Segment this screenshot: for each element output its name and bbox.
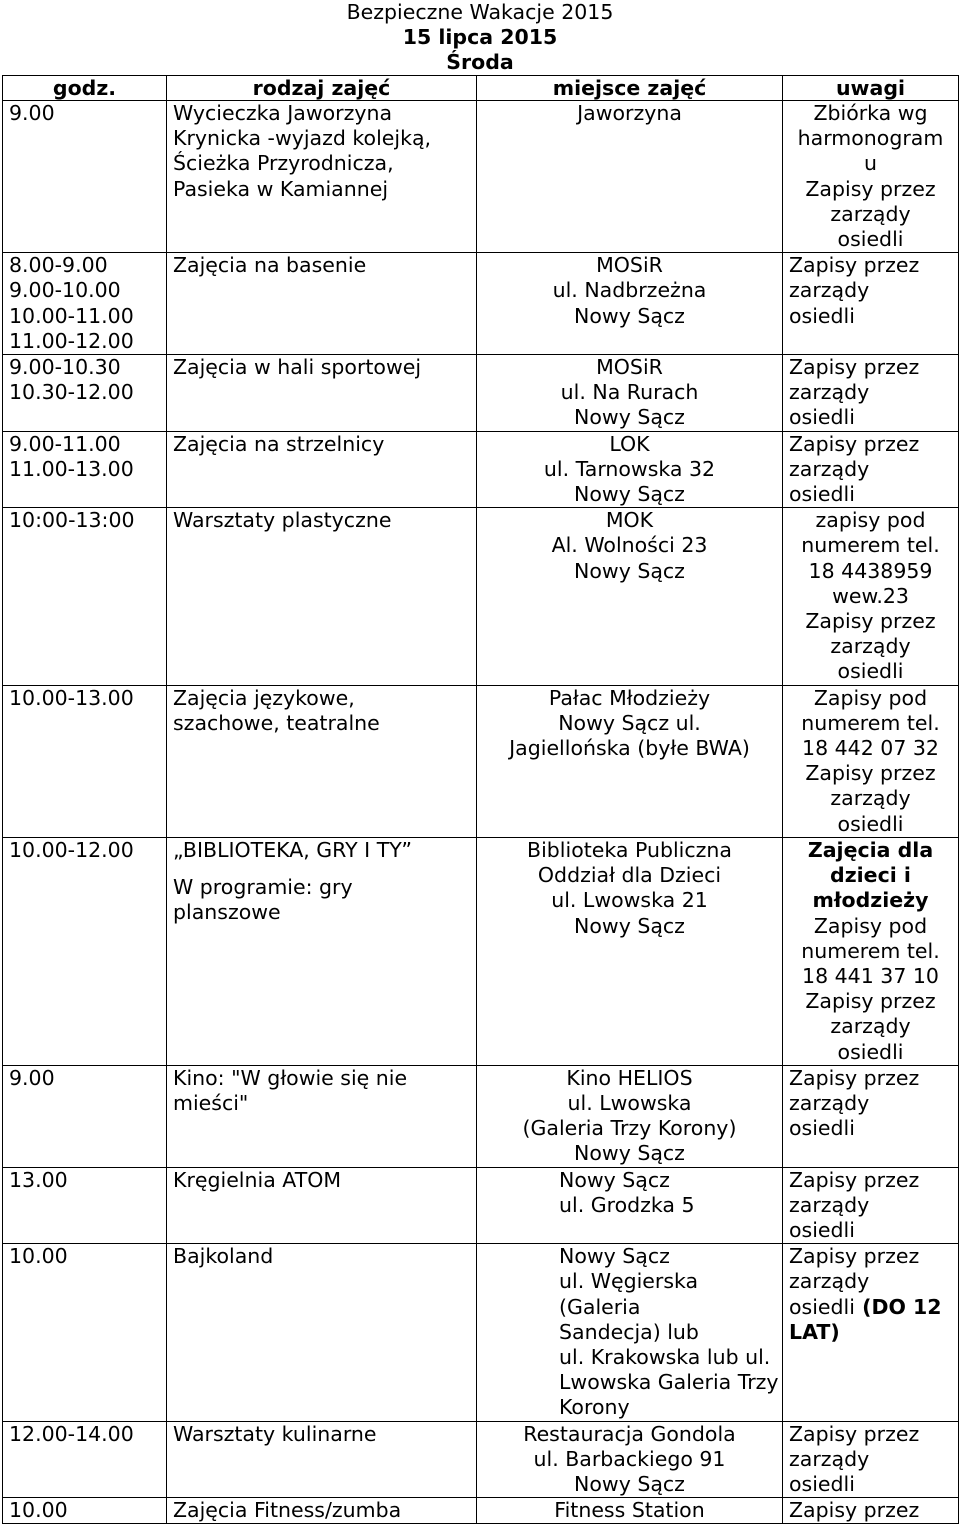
notes-line: u — [864, 151, 877, 176]
notes-line: 18 442 07 32 — [802, 736, 939, 761]
notes-cell — [783, 101, 959, 253]
notes-cell — [783, 1244, 959, 1421]
activity-cell — [167, 101, 477, 253]
place-line: Fitness Station — [554, 1498, 705, 1523]
table-row — [3, 253, 959, 355]
table-row — [3, 1498, 959, 1524]
table-header-row — [3, 76, 959, 101]
notes-line: Zapisy przez — [805, 989, 936, 1014]
activity-cell — [167, 1421, 477, 1498]
notes-line: osiedli — [789, 1471, 855, 1496]
place-line: Korony — [559, 1395, 630, 1420]
place-line: ul. Tarnowska 32 — [543, 456, 716, 481]
notes-line: osiedli — [789, 303, 855, 328]
notes-line: zarządy — [830, 1014, 911, 1039]
time-line: 10.00-13.00 — [9, 685, 134, 710]
activity-line: Ścieżka Przyrodnicza, — [173, 151, 394, 176]
notes-line: Zapisy przez — [805, 176, 936, 201]
notes-line: Zapisy przez — [789, 431, 920, 456]
notes-line: osiedli — [837, 659, 904, 684]
column-header-place: miejsce zajęć — [477, 76, 783, 101]
place-line: ul. Lwowska 21 — [551, 888, 708, 913]
place-line: Oddział dla Dzieci — [537, 863, 722, 888]
place-line: Nowy Sącz — [559, 1244, 670, 1269]
place-line: Nowy Sącz — [574, 1141, 685, 1166]
time-line: 10.00 — [9, 1244, 68, 1269]
place-line: ul. Krakowska lub ul. — [559, 1344, 771, 1369]
table-row — [3, 1065, 959, 1167]
place-line: Al. Wolności 23 — [551, 533, 708, 558]
place-cell — [477, 685, 783, 837]
notes-cell — [783, 1167, 959, 1244]
activity-line: Zajęcia na basenie — [173, 253, 367, 278]
notes-cell — [783, 508, 959, 685]
place-line: ul. Na Rurach — [560, 380, 699, 405]
activity-line: Zajęcia na strzelnicy — [173, 431, 385, 456]
column-header-time: godz. — [3, 76, 167, 101]
time-cell — [3, 1065, 167, 1167]
notes-line: zarządy — [830, 786, 911, 811]
notes-line: zarządy — [789, 456, 870, 481]
notes-highlight: (DO 12 — [854, 1294, 942, 1319]
notes-line: 18 441 37 10 — [802, 963, 939, 988]
time-cell — [3, 1167, 167, 1244]
place-line: ul. Barbackiego 91 — [533, 1446, 726, 1471]
place-line: ul. Grodzka 5 — [559, 1192, 695, 1217]
activity-line: Wycieczka Jaworzyna — [173, 101, 393, 125]
table-row — [3, 1421, 959, 1498]
schedule-table — [2, 75, 959, 1524]
activity-cell — [167, 685, 477, 837]
column-header-notes: uwagi — [783, 76, 959, 101]
place-line: ul. Nadbrzeżna — [552, 278, 707, 303]
notes-line: Zapisy przez — [789, 1065, 920, 1090]
notes-line: osiedli — [789, 1217, 855, 1242]
place-cell — [477, 1244, 783, 1421]
place-line: Nowy Sącz — [574, 913, 685, 938]
time-line: 13.00 — [9, 1167, 68, 1192]
notes-line: Zapisy przez — [789, 1421, 920, 1446]
activity-line: Pasieka w Kamiannej — [173, 176, 389, 201]
activity-cell — [167, 1498, 477, 1524]
activity-line: Zajęcia językowe, — [173, 685, 355, 710]
time-cell — [3, 508, 167, 685]
place-cell — [477, 431, 783, 508]
time-line: 9.00-11.00 — [9, 431, 121, 456]
notes-highlight: dzieci i — [830, 863, 911, 888]
table-row — [3, 431, 959, 508]
place-line: Nowy Sącz — [574, 558, 685, 583]
table-row — [3, 685, 959, 837]
time-cell — [3, 101, 167, 253]
place-line: MOK — [605, 508, 654, 533]
notes-line: zarządy — [789, 1192, 870, 1217]
place-cell — [477, 1065, 783, 1167]
place-line: Jaworzyna — [577, 101, 682, 125]
time-line: 9.00-10.00 — [9, 278, 121, 303]
place-line: Kino HELIOS — [566, 1065, 693, 1090]
place-cell — [477, 355, 783, 432]
notes-line: wew.23 — [832, 583, 909, 608]
table-row — [3, 1167, 959, 1244]
time-cell — [3, 355, 167, 432]
place-cell — [477, 1421, 783, 1498]
notes-cell — [783, 837, 959, 1065]
time-line: 9.00 — [9, 101, 55, 125]
place-cell — [477, 101, 783, 253]
place-line: Nowy Sącz — [574, 482, 685, 507]
notes-line: numerem tel. — [801, 938, 940, 963]
time-line: 10.00 — [9, 1498, 68, 1523]
notes-line: osiedli — [789, 1116, 855, 1141]
place-cell — [477, 253, 783, 355]
page-day: Środa — [446, 50, 514, 74]
notes-line: Zapisy przez — [805, 761, 936, 786]
activity-line: W programie: gry — [173, 875, 353, 900]
place-line: MOSiR — [596, 355, 663, 380]
column-header-activity: rodzaj zajęć — [167, 76, 477, 101]
notes-line: zapisy pod — [815, 508, 926, 533]
activity-line: Kino: "W głowie się nie — [173, 1065, 408, 1090]
place-line: Lwowska Galeria Trzy — [559, 1370, 779, 1395]
activity-cell — [167, 1065, 477, 1167]
page-date: 15 lipca 2015 — [402, 25, 558, 49]
activity-line: Warsztaty plastyczne — [173, 508, 392, 533]
notes-line: zarządy — [789, 1446, 870, 1471]
activity-cell — [167, 1244, 477, 1421]
activity-line: planszowe — [173, 900, 281, 925]
notes-line: Zapisy przez — [789, 1167, 920, 1192]
notes-line: numerem tel. — [801, 710, 940, 735]
time-cell — [3, 1244, 167, 1421]
notes-line: osiedli — [837, 811, 904, 836]
time-line: 10.00-11.00 — [9, 303, 134, 328]
time-cell — [3, 253, 167, 355]
time-line: 10.00-12.00 — [9, 837, 134, 862]
activity-cell — [167, 508, 477, 685]
activity-line: szachowe, teatralne — [173, 710, 380, 735]
notes-cell — [783, 685, 959, 837]
notes-line: zarządy — [789, 1090, 870, 1115]
page-header — [0, 0, 960, 75]
table-row — [3, 837, 959, 1065]
activity-line: Kręgielnia ATOM — [173, 1167, 342, 1192]
place-line: Restauracja Gondola — [523, 1421, 736, 1446]
notes-line: numerem tel. — [801, 533, 940, 558]
place-line: MOSiR — [596, 253, 663, 278]
place-line: Sandecja) lub — [559, 1319, 699, 1344]
notes-line: Zapisy przez — [789, 355, 920, 380]
time-line: 11.00-13.00 — [9, 456, 134, 481]
place-cell — [477, 837, 783, 1065]
place-line: LOK — [609, 431, 650, 456]
time-line: 11.00-12.00 — [9, 328, 134, 353]
time-cell — [3, 837, 167, 1065]
table-row — [3, 355, 959, 432]
place-line: Nowy Sącz — [559, 1167, 670, 1192]
table-row — [3, 101, 959, 253]
place-line: Jagiellońska (byłe BWA) — [509, 736, 750, 761]
notes-line: Zapisy przez — [789, 1498, 920, 1523]
activity-cell — [167, 431, 477, 508]
place-cell — [477, 1167, 783, 1244]
activity-line: Zajęcia Fitness/zumba — [173, 1498, 402, 1523]
time-line: 12.00-14.00 — [9, 1421, 134, 1446]
notes-line: Zbiórka wg — [813, 101, 928, 125]
notes-cell — [783, 253, 959, 355]
notes-line: zarządy — [789, 1269, 870, 1294]
notes-cell — [783, 1498, 959, 1524]
notes-line: zarządy — [789, 278, 870, 303]
notes-line: osiedli — [789, 1294, 855, 1319]
time-cell — [3, 685, 167, 837]
activity-line: Krynicka -wyjazd kolejką, — [173, 126, 432, 151]
notes-cell — [783, 355, 959, 432]
notes-highlight: Zajęcia dla — [807, 837, 934, 862]
activity-cell — [167, 1167, 477, 1244]
place-cell — [477, 508, 783, 685]
notes-highlight: LAT) — [789, 1319, 840, 1344]
activity-line: mieści" — [173, 1090, 249, 1115]
place-line: ul. Węgierska (Galeria — [559, 1269, 699, 1319]
activity-line: Bajkoland — [173, 1244, 274, 1269]
place-line: ul. Lwowska — [567, 1090, 692, 1115]
notes-line: osiedli — [789, 405, 855, 430]
page-title: Bezpieczne Wakacje 2015 — [346, 0, 614, 24]
notes-line: zarządy — [830, 201, 911, 226]
time-line: 9.00 — [9, 1065, 55, 1090]
notes-cell — [783, 1421, 959, 1498]
place-line: Nowy Sącz ul. — [558, 710, 701, 735]
notes-line: zarządy — [789, 380, 870, 405]
place-line: Nowy Sącz — [574, 303, 685, 328]
activity-line: Warsztaty kulinarne — [173, 1421, 377, 1446]
place-line: Biblioteka Publiczna — [527, 837, 732, 862]
notes-line: zarządy — [830, 634, 911, 659]
place-line: (Galeria Trzy Korony) — [522, 1116, 737, 1141]
table-row — [3, 508, 959, 685]
activity-line: „BIBLIOTEKA, GRY I TY” — [173, 837, 413, 862]
place-line: Nowy Sącz — [574, 405, 685, 430]
time-line: 10.30-12.00 — [9, 380, 134, 405]
time-cell — [3, 1498, 167, 1524]
notes-cell — [783, 431, 959, 508]
notes-highlight: młodzieży — [812, 888, 929, 913]
notes-line: harmonogram — [797, 126, 944, 151]
activity-cell — [167, 355, 477, 432]
notes-line: osiedli — [837, 227, 904, 252]
time-line: 10:00-13:00 — [9, 508, 135, 533]
notes-line: Zapisy pod — [813, 685, 928, 710]
notes-line: Zapisy przez — [789, 253, 920, 278]
time-line: 8.00-9.00 — [9, 253, 108, 278]
place-cell — [477, 1498, 783, 1524]
notes-line: Zapisy przez — [789, 1244, 920, 1269]
place-line: Pałac Młodzieży — [548, 685, 711, 710]
activity-line: Zajęcia w hali sportowej — [173, 355, 422, 380]
place-line: Nowy Sącz — [574, 1471, 685, 1496]
notes-line: 18 4438959 — [808, 558, 933, 583]
notes-line: osiedli — [789, 482, 855, 507]
notes-line: Zapisy przez — [805, 609, 936, 634]
notes-cell — [783, 1065, 959, 1167]
time-cell — [3, 1421, 167, 1498]
time-line: 9.00-10.30 — [9, 355, 121, 380]
activity-cell — [167, 253, 477, 355]
notes-line: Zapisy pod — [813, 913, 928, 938]
table-row — [3, 1244, 959, 1421]
time-cell — [3, 431, 167, 508]
activity-cell — [167, 837, 477, 1065]
notes-line: osiedli — [837, 1039, 904, 1064]
